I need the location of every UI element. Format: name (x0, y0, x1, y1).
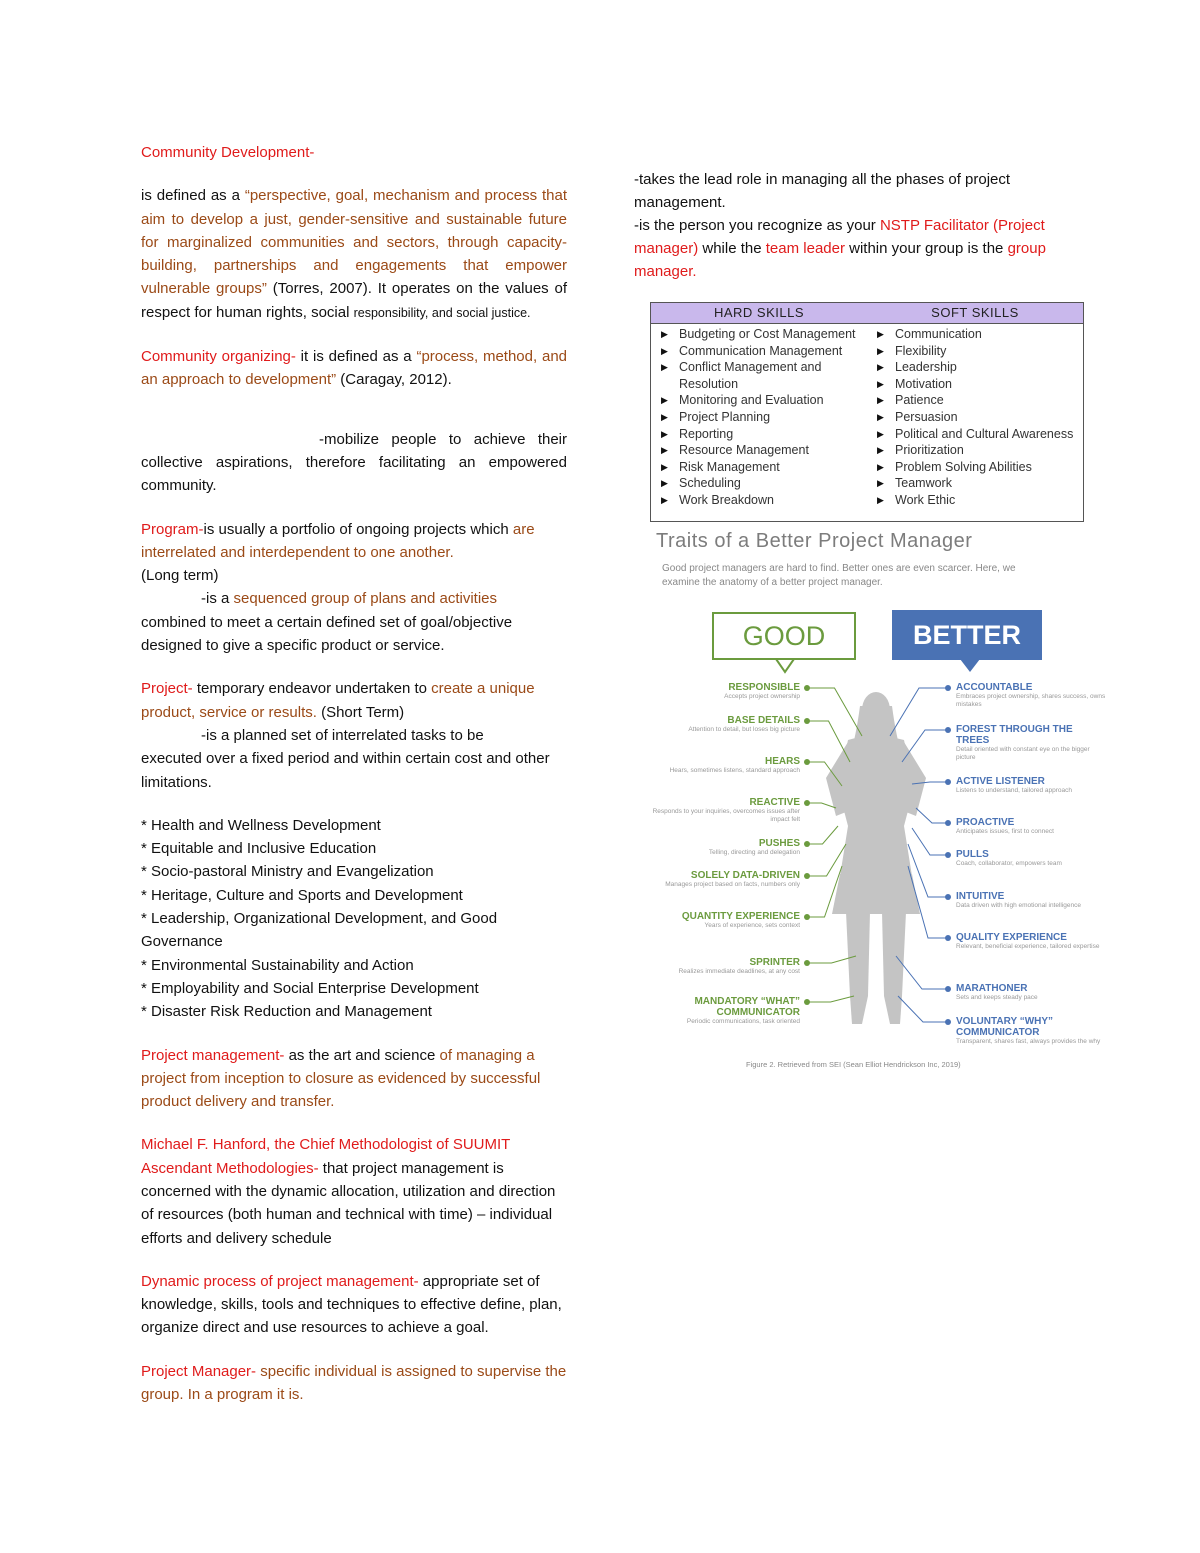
hard-skill-item: ▶ Communication Management (661, 343, 843, 358)
soft-skill-item: ▶ Political and Cultural Awareness (877, 426, 1074, 441)
program-list-item: * Equitable and Inclusive Education (141, 840, 377, 858)
community-development-title: Community Development- (141, 144, 315, 161)
better-trait-connector-dot (945, 1019, 951, 1025)
arrow-bullet-icon: ▶ (877, 395, 884, 406)
better-trait: ACCOUNTABLE Embraces project ownership, shares success, owns mistakes (956, 682, 1106, 708)
facilitator-line: -is the person you recognize as your NSTP Facilitator (Project manager) while the team leader within your group is the group manager. (634, 217, 1046, 280)
good-trait: SPRINTER Realizes immediate deadlines, at any cost (678, 957, 800, 975)
left-column (141, 141, 567, 1406)
skills-table (650, 302, 1084, 522)
program-list-item: * Socio-pastoral Ministry and Evangelization (141, 863, 434, 881)
arrow-bullet-icon: ▶ (661, 345, 668, 356)
good-trait-connector-dot (804, 999, 810, 1005)
dynamic-process-definition: Dynamic process of project management- appropriate set of knowledge, skills, tools and techniques to effective define, plan, organize direct and use resources to achieve a goal. (141, 1272, 562, 1337)
hard-skills-list (651, 326, 867, 509)
program-list-item: * Environmental Sustainability and Action (141, 956, 414, 974)
arrow-bullet-icon: ▶ (877, 461, 884, 472)
good-trait-connector-dot (804, 685, 810, 691)
soft-skill-item: ▶ Flexibility (877, 343, 947, 358)
hard-skill-item: ▶ Conflict Management and Resolution (661, 360, 822, 391)
better-trait-connector-dot (945, 935, 951, 941)
skills-table-header (651, 303, 1083, 324)
hanford-definition: Michael F. Hanford, the Chief Methodologist of SUUMIT Ascendant Methodologies- that project management is concerned with the dynamic allocation, utilization and direction of resources (both human and technical with time) – individual efforts and delivery schedule (141, 1136, 556, 1247)
infographic-subtitle: Good project managers are hard to find. Better ones are even scarcer. Here, we examine the anatomy of a better project manager. (662, 563, 1016, 588)
better-trait-connector (890, 688, 948, 736)
arrow-bullet-icon: ▶ (877, 345, 884, 356)
good-trait-connector-dot (804, 841, 810, 847)
arrow-bullet-icon: ▶ (661, 494, 668, 505)
better-trait-connector (916, 808, 948, 823)
program-list-item: * Leadership, Organizational Development, and Good Governance (141, 910, 498, 951)
programs-list (141, 814, 567, 1024)
soft-skill-item: ▶ Prioritization (877, 443, 964, 458)
program-definition-3: combined to meet a certain defined set of goal/objective designed to give a specific product or service. (141, 613, 513, 655)
good-trait-connector-dot (804, 873, 810, 879)
soft-skill-item: ▶ Problem Solving Abilities (877, 459, 1032, 474)
better-trait: PULLS Coach, collaborator, empowers team (956, 849, 1062, 867)
program-definition: Program-is usually a portfolio of ongoing projects which are interrelated and interdependent to one another. (141, 520, 535, 561)
better-trait: VOLUNTARY “WHY” COMMUNICATOR Transparent, shares fast, always provides the why (956, 1016, 1101, 1045)
program-list-item: * Health and Wellness Development (141, 816, 381, 834)
person-silhouette-icon (826, 692, 926, 1024)
project-definition-2: -is a planned set of interrelated tasks to be (201, 726, 484, 744)
good-trait: BASE DETAILS Attention to detail, but loses big picture (688, 715, 800, 733)
better-trait-connector (896, 956, 948, 989)
good-trait-connector-dot (804, 960, 810, 966)
community-organizing-definition: Community organizing- it is defined as a “process, method, and an approach to development” (Caragay, 2012). (141, 348, 567, 389)
soft-skill-item: ▶ Motivation (877, 376, 952, 391)
program-list-item: * Disaster Risk Reduction and Management (141, 1003, 432, 1021)
arrow-bullet-icon: ▶ (661, 478, 668, 489)
better-trait: PROACTIVE Anticipates issues, first to connect (956, 817, 1054, 835)
good-trait-connector (807, 803, 836, 808)
better-trait: QUALITY EXPERIENCE Relevant, beneficial experience, tailored expertise (956, 932, 1100, 950)
project-management-definition: Project management- as the art and science of managing a project from inception to closure as evidenced by successful product delivery and transfer. (141, 1046, 541, 1111)
good-trait: MANDATORY “WHAT” COMMUNICATOR Periodic communications, task oriented (686, 996, 800, 1025)
soft-skills-list (867, 326, 1083, 509)
better-trait-connector-dot (945, 727, 951, 733)
arrow-bullet-icon: ▶ (661, 428, 668, 439)
good-label-box: GOOD (712, 612, 856, 660)
better-trait-connector-dot (945, 820, 951, 826)
soft-skill-item: ▶ Leadership (877, 360, 957, 375)
good-trait-connector-dot (804, 718, 810, 724)
arrow-bullet-icon: ▶ (661, 395, 668, 406)
arrow-bullet-icon: ▶ (877, 411, 884, 422)
hard-skill-item: ▶ Resource Management (661, 443, 809, 458)
better-trait-connector-dot (945, 986, 951, 992)
hard-skill-item: ▶ Scheduling (661, 476, 741, 491)
project-definition: Project- temporary endeavor undertaken to create a unique product, service or results. (Short Term) (141, 680, 535, 721)
arrow-bullet-icon: ▶ (661, 329, 668, 339)
hard-skill-item: ▶ Budgeting or Cost Management (661, 327, 856, 341)
soft-skill-item: ▶ Work Ethic (877, 492, 956, 507)
traits-infographic (650, 526, 1106, 1074)
good-trait: PUSHES Telling, directing and delegation (708, 838, 800, 856)
better-label-box: BETTER (892, 610, 1042, 660)
better-trait-connector-dot (945, 894, 951, 900)
hard-skill-item: ▶ Monitoring and Evaluation (661, 393, 824, 408)
figure-caption: Figure 2. Retrieved from SEI (Sean Elliot Hendrickson Inc, 2019) (746, 1060, 961, 1069)
project-definition-3: executed over a fixed period and within certain cost and other limitations. (141, 750, 550, 791)
better-trait-connector (912, 828, 948, 855)
soft-skills-header: SOFT SKILLS (931, 305, 1019, 320)
arrow-bullet-icon: ▶ (877, 478, 884, 489)
good-trait: HEARS Hears, sometimes listens, standard approach (669, 756, 800, 774)
good-trait: SOLELY DATA-DRIVEN Manages project based on facts, numbers only (665, 870, 800, 888)
hard-skill-item: ▶ Project Planning (661, 409, 771, 424)
soft-skill-item: ▶ Persuasion (877, 409, 958, 424)
soft-skill-item: ▶ Communication (877, 327, 982, 341)
hard-skill-item: ▶ Risk Management (661, 459, 780, 474)
community-development-definition: is defined as a “perspective, goal, mechanism and process that aim to develop a just, gender-sensitive and sustainable future for marginalized communities and sectors, through capacity-building, partnerships and engagements that empower vulnerable groups” (Torres, 2007). It operates on the values of respect for human rights, social responsibility, and social justice. (141, 187, 568, 321)
better-trait-connector-dot (945, 779, 951, 785)
hard-skills-header: HARD SKILLS (713, 305, 805, 320)
infographic-title: Traits of a Better Project Manager (656, 530, 973, 552)
arrow-bullet-icon: ▶ (877, 329, 884, 339)
hard-skill-item: ▶ Reporting (661, 426, 734, 441)
program-long-term: (Long term) (141, 567, 219, 585)
arrow-bullet-icon: ▶ (661, 445, 668, 456)
arrow-bullet-icon: ▶ (661, 362, 668, 373)
program-definition-2: -is a sequenced group of plans and activities (201, 590, 498, 608)
arrow-bullet-icon: ▶ (877, 494, 884, 505)
arrow-bullet-icon: ▶ (661, 461, 668, 472)
good-trait: QUANTITY EXPERIENCE Years of experience, sets context (681, 911, 800, 929)
better-trait-connector-dot (945, 852, 951, 858)
project-manager-role-text (634, 168, 1064, 283)
good-trait-connector (807, 996, 854, 1002)
arrow-bullet-icon: ▶ (877, 362, 884, 373)
good-trait-connector-dot (804, 759, 810, 765)
hard-skill-item: ▶ Work Breakdown (661, 492, 774, 507)
good-trait-connector-dot (804, 914, 810, 920)
project-manager-definition: Project Manager- specific individual is assigned to supervise the group. In a program it is. (141, 1362, 567, 1404)
better-trait: MARATHONER Sets and keeps steady pace (956, 983, 1038, 1001)
better-trait: ACTIVE LISTENER Listens to understand, tailored approach (956, 776, 1072, 794)
mobilize-text: -mobilize people to achieve their collective aspirations, therefore facilitating an empowered community. (141, 430, 567, 495)
arrow-bullet-icon: ▶ (661, 411, 668, 422)
lead-role-line: -takes the lead role in managing all the phases of project management. (634, 171, 1011, 211)
better-trait: FOREST THROUGH THE TREES Detail oriented with constant eye on the bigger picture (956, 724, 1090, 761)
better-trait: INTUITIVE Data driven with high emotional intelligence (956, 891, 1082, 909)
good-trait: RESPONSIBLE Accepts project ownership (724, 682, 800, 700)
better-trait-connector-dot (945, 685, 951, 691)
arrow-bullet-icon: ▶ (877, 445, 884, 456)
good-trait-connector-dot (804, 800, 810, 806)
soft-skill-item: ▶ Teamwork (877, 476, 952, 491)
program-list-item: * Heritage, Culture and Sports and Development (141, 886, 463, 904)
good-trait: REACTIVE Responds to your inquiries, overcomes issues after impact felt (652, 797, 800, 823)
arrow-bullet-icon: ▶ (877, 378, 884, 389)
good-trait-connector (807, 826, 838, 844)
good-trait-connector (807, 688, 862, 736)
program-list-item: * Employability and Social Enterprise Development (141, 979, 479, 997)
soft-skill-item: ▶ Patience (877, 393, 944, 408)
better-trait-connector (898, 996, 948, 1022)
arrow-bullet-icon: ▶ (877, 428, 884, 439)
